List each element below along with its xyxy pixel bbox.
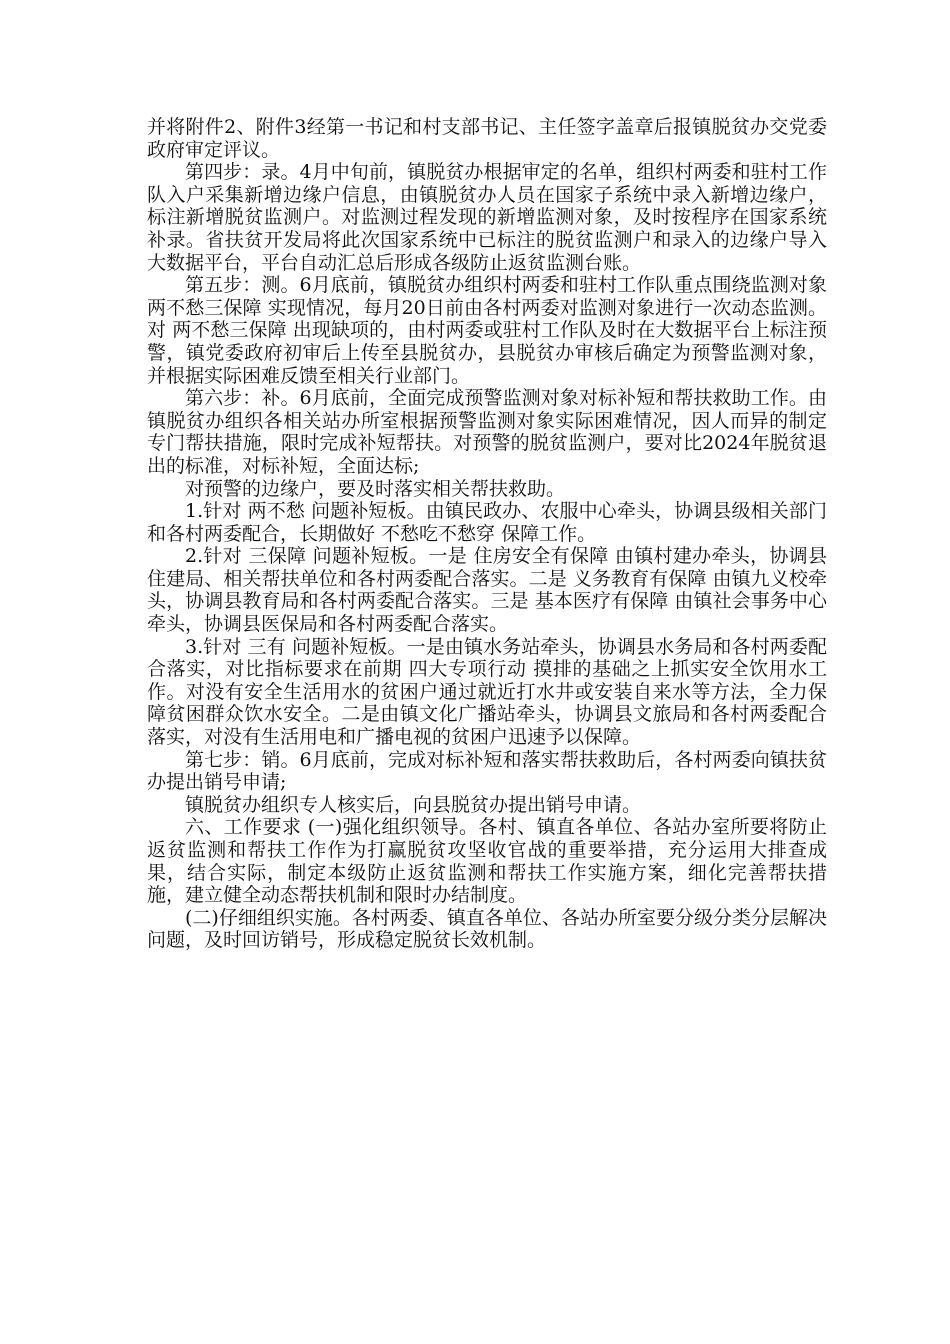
paragraph-item-3: 3.针对 三有 问题补短板。一是由镇水务站牵头，协调县水务局和各村两委配合落实，对比指标要求在前期 四大专项行动 摸排的基础之上抓实安全饮用水工作。对没有安全生活用水的贫困户通过就近打水井或安装自来水等方法，全力保障贫困群众饮水安全。二是由镇文化广播站牵头，协调县文旅局和各村两委配合落实，对没有生活用电和广播电视的贫困户迅速予以保障。 xyxy=(147,635,827,749)
paragraph-step-four: 第四步：录。4月中旬前，镇脱贫办根据审定的名单，组织村两委和驻村工作队入户采集新增边缘户信息，由镇脱贫办人员在国家子系统中录入新增边缘户，标注新增脱贫监测户。对监测过程发现的新增监测对象，及时按程序在国家系统补录。省扶贫开发局将此次国家系统中已标注的脱贫监测户和录入的边缘户导入大数据平台，平台自动汇总后形成各级防止返贫监测台账。 xyxy=(147,161,827,274)
paragraph-continuation: 并将附件2、附件3经第一书记和村支部书记、主任签字盖章后报镇脱贫办交党委政府审定评议。 xyxy=(147,116,827,161)
paragraph-step-five: 第五步：测。6月底前，镇脱贫办组织村两委和驻村工作队重点围绕监测对象 两不愁三保障 实现情况，每月20日前由各村两委对监测对象进行一次动态监测。对 两不愁三保障 出现缺项的，由村两委或驻村工作队及时在大数据平台上标注预警，镇党委政府初审后上传至县脱贫办，县脱贫办审核后确定为预警监测对象，并根据实际困难反馈至相关行业部门。 xyxy=(147,274,827,387)
paragraph-edge-households: 对预警的边缘户，要及时落实相关帮扶救助。 xyxy=(185,477,566,500)
paragraph-item-1: 1.针对 两不愁 问题补短板。由镇民政办、农服中心牵头，协调县级相关部门和各村两委配合，长期做好 不愁吃不愁穿 保障工作。 xyxy=(147,500,827,545)
paragraph-work-requirements: 六、工作要求 (一)强化组织领导。各村、镇直各单位、各站办室所要将防止返贫监测和帮扶工作作为打赢脱贫攻坚收官战的重要举措，充分运用大排查成果，结合实际，制定本级防止返贫监测和帮扶工作实施方案，细化完善帮扶措施，建立健全动态帮扶机制和限时办结制度。 xyxy=(147,816,827,907)
paragraph-step-seven: 第七步：销。6月底前，完成对标补短和落实帮扶救助后，各村两委向镇扶贫办提出销号申请; xyxy=(147,748,827,794)
document-body xyxy=(147,116,827,952)
paragraph-step-six: 第六步：补。6月底前，全面完成预警监测对象对标补短和帮扶救助工作。由镇脱贫办组织各相关站办所室根据预警监测对象实际困难情况，因人而异的制定专门帮扶措施，限时完成补短帮扶。对预警的脱贫监测户，要对比2024年脱贫退出的标准，对标补短，全面达标; xyxy=(147,387,827,477)
paragraph-item-2: 2.针对 三保障 问题补短板。一是 住房安全有保障 由镇村建办牵头，协调县住建局、相关帮扶单位和各村两委配合落实。二是 义务教育有保障 由镇九义校牵头，协调县教育局和各村两委配合落实。三是 基本医疗有保障 由镇社会事务中心牵头，协调县医保局和各村两委配合落实。 xyxy=(147,545,827,636)
paragraph-verification: 镇脱贫办组织专人核实后，向县脱贫办提出销号申请。 xyxy=(185,793,642,816)
paragraph-implementation: (二)仔细组织实施。各村两委、镇直各单位、各站办所室要分级分类分层解决问题，及时回访销号，形成稳定脱贫长效机制。 xyxy=(147,906,827,952)
